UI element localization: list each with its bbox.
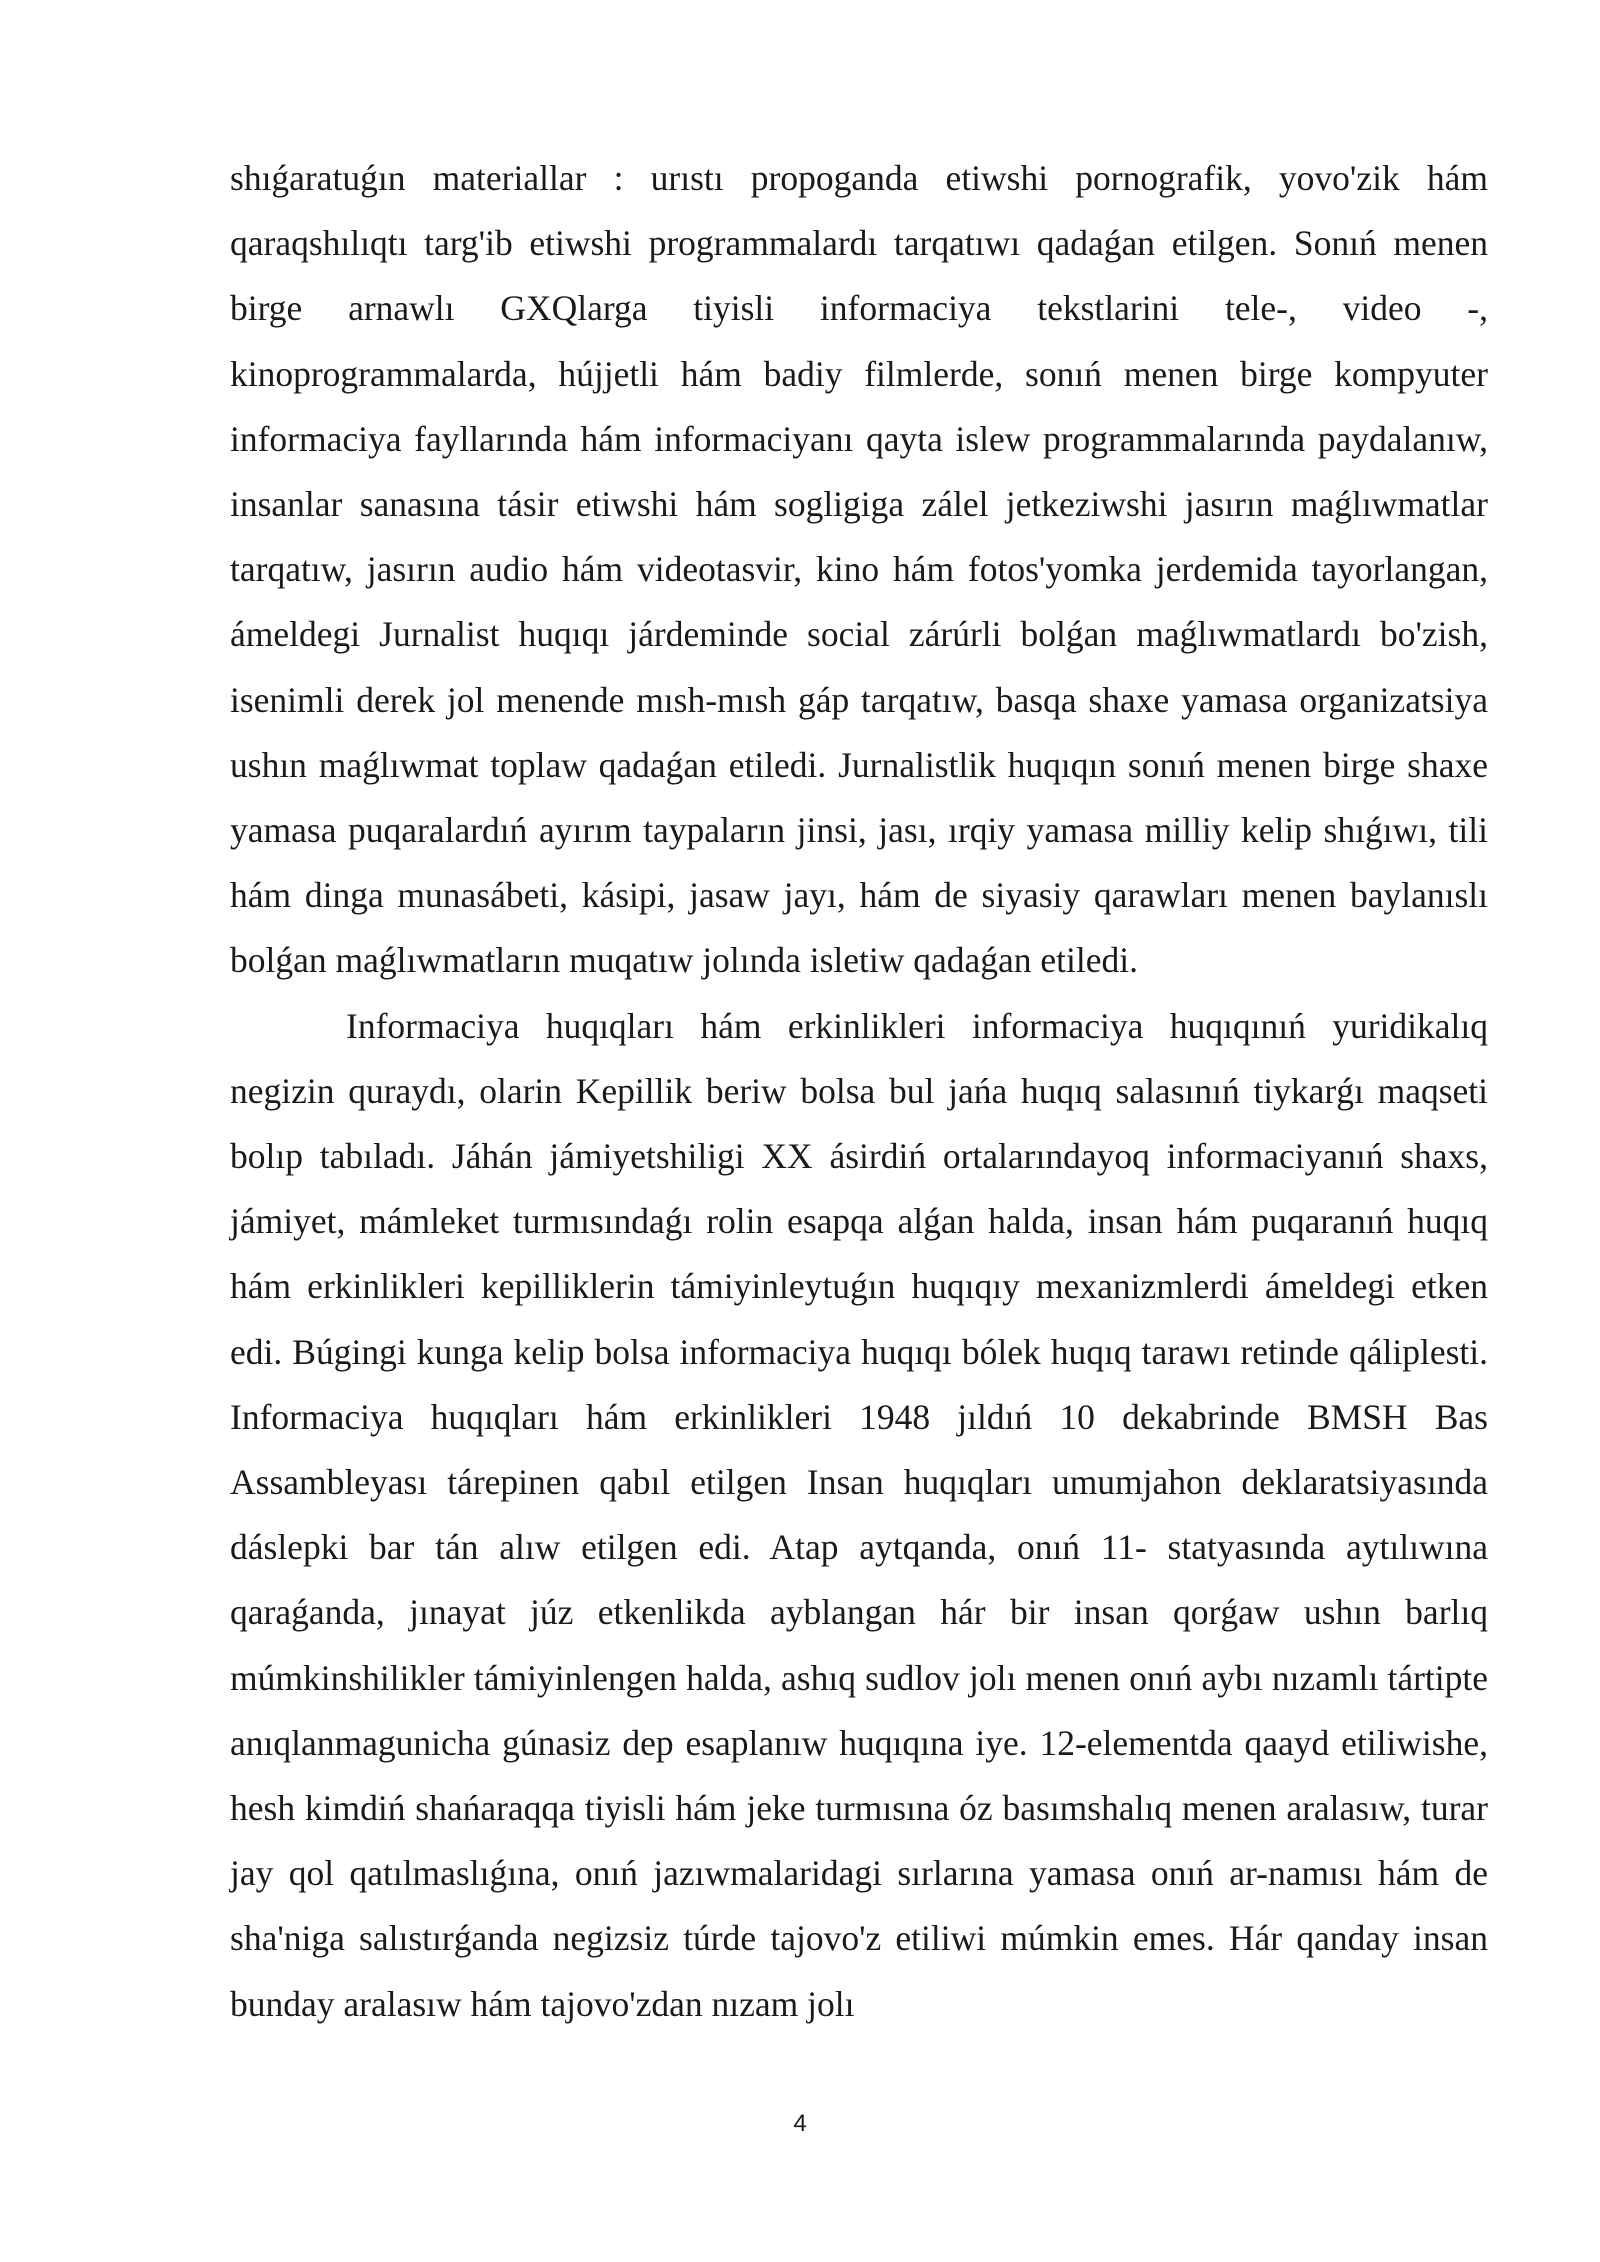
paragraph-information-rights: Informaciya huqıqları hám erkinlikleri informaciya huqıqınıń yuridikalıq negizin quraydı, olarin Kepillik beriw bolsa bul jańa huqıq salasınıń tiykarǵı maqseti bolıp tabıladı. Jáhán jámiyetshiligi XX ásirdiń ortalarındayoq informaciyanıń shaxs, jámiyet, mámleket turmısındaǵı rolin esapqa alǵan halda, insan hám puqaranıń huqıq hám erkinlikleri kepilliklerin támiyinleytuǵın huqıqıy mexanizmlerdi ámeldegi etken edi. Búgingi kunga kelip bolsa informaciya huqıqı bólek huqıq tarawı retinde qáliplesti. Informaciya huqıqları hám erkinlikleri 1948 jıldıń 10 dekabrinde BMSH Bas Assambleyası tárepinen qabıl etilgen Insan huqıqları umumjahon deklaratsiyasında dáslepki bar tán alıw etilgen edi. Atap aytqanda, onıń 11- statyasında aytılıwına qaraǵanda, jınayat júz etkenlikda ayblangan hár bir insan qorǵaw ushın barlıq múmkinshilikler támiyinlengen halda, ashıq sudlov jolı menen onıń aybı nızamlı tártipte anıqlanmagunicha gúnasiz dep esaplanıw huqıqına iye. 12-elementda qaayd etiliwishe, hesh kimdiń shańaraqqa tiyisli hám jeke turmısına óz basımshalıq menen aralasıw, turar jay qol qatılmaslıǵına, onıń jazıwmalaridagi sırlarına yamasa onıń ar-namısı hám de sha'niga salıstırǵanda negizsiz túrde tajovo'z etiliwi múmkin emes. Hár qanday insan bunday aralasıw hám tajovo'zdan nızam jolı (230, 1005, 1488, 2024)
page-number: 4 (793, 2110, 807, 2137)
paragraph-prohibited-materials: shıǵaratuǵın materiallar : urıstı propoganda etiwshi pornografik, yovo'zik hám qaraqshılıqtı targ'ib etiwshi programmalardı tarqatıwı qadaǵan etilgen. Sonıń menen birge arnawlı GXQlarga tiyisli informaciya tekstlarini tele-, video -, kinoprogrammalarda, hújjetli hám badiy filmlerde, sonıń menen birge kompyuter informaciya fayllarında hám informaciyanı qayta islew programmalarında paydalanıw, insanlar sanasına tásir etiwshi hám sogligiga zálel jetkeziwshi jasırın maǵlıwmatlar tarqatıw, jasırın audio hám videotasvir, kino hám fotos'yomka jerdemida tayorlangan, ámeldegi Jurnalist huqıqı járdeminde social zárúrli bolǵan maǵlıwmatlardı bo'zish, isenimli derek jol menende mısh-mısh gáp tarqatıw, basqa shaxe yamasa organizatsiya ushın maǵlıwmat toplaw qadaǵan etiledi. Jurnalistlik huqıqın sonıń menen birge shaxe yamasa puqaralardıń ayırım taypaların jinsi, jası, ırqiy yamasa milliy kelip shıǵıwı, tili hám dinga munasábeti, kásipi, jasaw jayı, hám de siyasiy qarawları menen baylanıslı bolǵan maǵlıwmatların muqatıw jolında isletiw qadaǵan etiledi. (230, 158, 1488, 981)
body-text (230, 146, 1488, 2037)
